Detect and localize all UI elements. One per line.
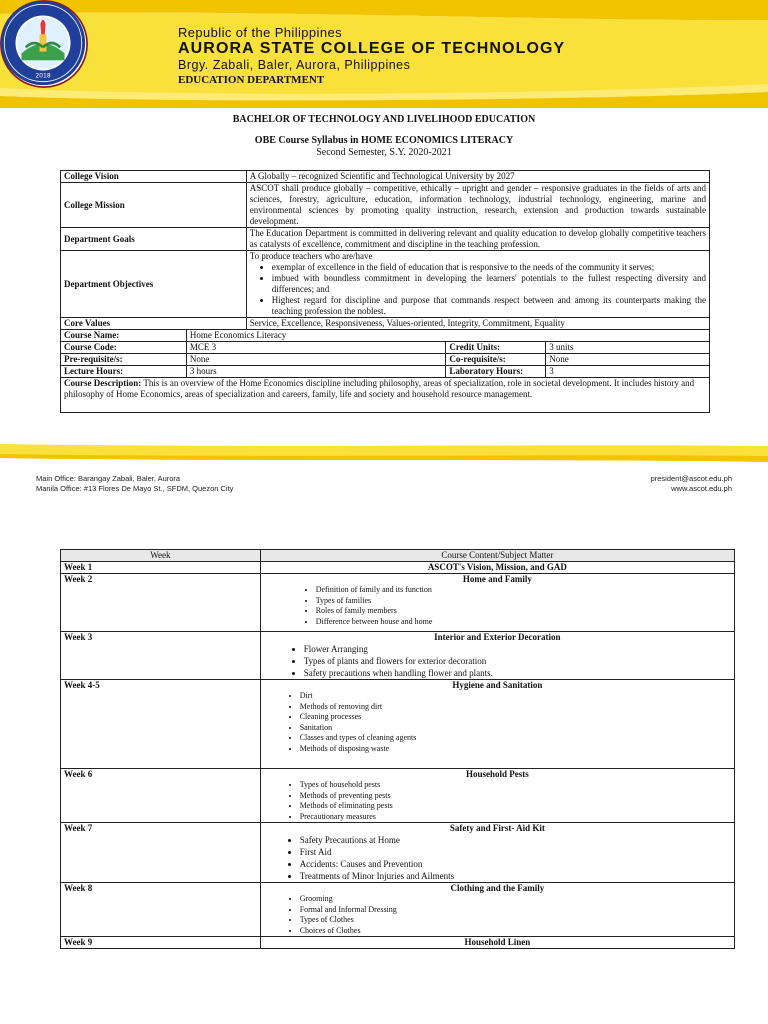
topic-list bbox=[264, 780, 731, 822]
footer-band bbox=[0, 444, 768, 472]
topic-item: • Methods of eliminating pests bbox=[300, 801, 731, 812]
description-text: This is an overview of the Home Economics discipline including philosophy, areas of specialization, role in societal development. It includes history and philosophy of Home Economics, areas of specialization and careers, family, life and society and household resource management. bbox=[64, 378, 695, 399]
program-title: BACHELOR OF TECHNOLOGY AND LIVELIHOOD EDUCATION bbox=[232, 114, 536, 125]
topic-item: • Types of families bbox=[316, 596, 731, 607]
objective-item: • exemplar of excellence in the field of education that is responsive to the needs of the community it serves; bbox=[272, 262, 706, 273]
topic-item: • Grooming bbox=[300, 894, 731, 905]
week-content bbox=[260, 574, 734, 632]
topic-item: • Types of household pests bbox=[300, 780, 731, 791]
week-topic: Household Pests bbox=[465, 769, 529, 779]
week-content bbox=[260, 823, 734, 883]
objectives-label: Department Objectives bbox=[61, 251, 247, 318]
course-code-row bbox=[61, 342, 710, 354]
topic-item: • Cleaning processes bbox=[300, 712, 731, 723]
coreq-label: Co-requisite/s: bbox=[446, 354, 546, 366]
topic-item: • Formal and Informal Dressing bbox=[300, 905, 731, 916]
lecture-hours-label: Lecture Hours: bbox=[61, 366, 187, 378]
weeks-header-row bbox=[61, 550, 735, 562]
vision-label: College Vision bbox=[61, 171, 247, 183]
week-topic: Interior and Exterior Decoration bbox=[434, 632, 561, 642]
goals-label: Department Goals bbox=[61, 228, 247, 251]
week-topic: ASCOT's Vision, Mission, and GAD bbox=[260, 562, 734, 574]
course-name-value: Home Economics Literacy bbox=[186, 330, 709, 342]
week-content bbox=[260, 883, 734, 937]
objectives-row bbox=[61, 251, 710, 318]
week-label: Week 3 bbox=[61, 632, 261, 680]
website-link[interactable]: www.ascot.edu.ph bbox=[671, 484, 732, 493]
prereq-row bbox=[61, 354, 710, 366]
week-topic: Home and Family bbox=[462, 574, 532, 584]
topic-item: • Dirt bbox=[300, 691, 731, 702]
goals-text: The Education Department is committed in delivering relevant and quality education to develop globally competitive teachers as catalysts of excellence, commitment and discipline in the teaching profession. bbox=[246, 228, 709, 251]
topic-list bbox=[264, 585, 731, 627]
mission-text: ASCOT shall produce globally – competitive, ethically – upright and gender – responsive graduates in the fields of arts and sciences, forestry, agriculture, education, information technology, industrial technology, engineering, marine and environmental sciences by promoting quality instruction, research, extension and production towards sustainable development. bbox=[246, 183, 709, 228]
right-seal-year: 2018 bbox=[35, 72, 51, 80]
hours-row bbox=[61, 366, 710, 378]
topic-list bbox=[264, 834, 731, 882]
college-header bbox=[178, 25, 565, 86]
topic-item: • Safety Precautions at Home bbox=[300, 834, 731, 846]
manila-office: Manila Office: #13 Flores De Mayo St., SFDM, Quezon City bbox=[36, 484, 234, 493]
week-label: Week 4-5 bbox=[61, 680, 261, 769]
week-topic: Safety and First- Aid Kit bbox=[449, 823, 545, 833]
topic-item: • Roles of family members bbox=[316, 606, 731, 617]
week-row bbox=[61, 562, 735, 574]
week-row bbox=[61, 632, 735, 680]
description-row bbox=[61, 378, 710, 413]
course-name-label: Course Name: bbox=[61, 330, 187, 342]
week-label: Week 6 bbox=[61, 769, 261, 823]
syllabus-title: OBE Course Syllabus in HOME ECONOMICS LITERACY bbox=[254, 135, 514, 146]
topic-item: • Treatments of Minor Injuries and Ailments bbox=[300, 870, 731, 882]
week-label: Week 7 bbox=[61, 823, 261, 883]
topic-item: • Methods of disposing waste bbox=[300, 744, 731, 755]
objectives-list bbox=[250, 262, 706, 317]
week-content bbox=[260, 769, 734, 823]
topic-list bbox=[264, 894, 731, 936]
topic-item: • Definition of family and its function bbox=[316, 585, 731, 596]
topic-item: • Difference between house and home bbox=[316, 617, 731, 628]
weekly-content-table bbox=[60, 549, 735, 949]
core-values-text: Service, Excellence, Responsiveness, Values-oriented, Integrity, Commitment, Equality bbox=[246, 318, 709, 330]
week-topic: Hygiene and Sanitation bbox=[452, 680, 543, 690]
week-content bbox=[260, 632, 734, 680]
topic-item: • First Aid bbox=[300, 846, 731, 858]
week-topic: Clothing and the Family bbox=[450, 883, 545, 893]
credit-units-label: Credit Units: bbox=[446, 342, 546, 354]
objectives-intro: To produce teachers who are/have bbox=[249, 251, 373, 261]
topic-item: • Types of Clothes bbox=[300, 915, 731, 926]
republic-line: Republic of the Philippines bbox=[178, 25, 343, 40]
topic-item: • Classes and types of cleaning agents bbox=[300, 733, 731, 744]
objective-item: • Highest regard for discipline and purpose that commands respect between and among its counterparts making the teaching profession the noblest. bbox=[272, 295, 706, 317]
topic-item: • Safety precautions when handling flower and plants. bbox=[304, 667, 731, 679]
topic-item: • Choices of Clothes bbox=[300, 926, 731, 937]
topic-item: • Methods of removing dirt bbox=[300, 702, 731, 713]
topic-item: • Precautionary measures bbox=[300, 812, 731, 823]
topic-item: • Methods of preventing pests bbox=[300, 791, 731, 802]
topic-item: • Flower Arranging bbox=[304, 643, 731, 655]
week-row bbox=[61, 680, 735, 769]
footer-contacts bbox=[651, 474, 732, 494]
course-name-row bbox=[61, 330, 710, 342]
content-column-header: Course Content/Subject Matter bbox=[260, 550, 734, 562]
email-link[interactable]: president@ascot.edu.ph bbox=[650, 474, 732, 483]
week-row bbox=[61, 823, 735, 883]
objectives-cell bbox=[246, 251, 709, 318]
week-row bbox=[61, 883, 735, 937]
week-topic: Household Linen bbox=[260, 937, 734, 949]
vision-text: A Globally – recognized Scientific and Technological University by 2027 bbox=[246, 171, 709, 183]
course-info-table bbox=[60, 170, 710, 413]
lab-hours-value: 3 bbox=[546, 366, 710, 378]
credit-units-value: 3 units bbox=[546, 342, 710, 354]
mission-label: College Mission bbox=[61, 183, 247, 228]
semester-line: Second Semester, S.Y. 2020-2021 bbox=[316, 147, 452, 158]
week-row bbox=[61, 574, 735, 632]
topic-list bbox=[264, 643, 731, 679]
vision-row bbox=[61, 171, 710, 183]
week-row bbox=[61, 937, 735, 949]
department-name: EDUCATION DEPARTMENT bbox=[178, 74, 325, 86]
topic-item: • Accidents: Causes and Prevention bbox=[300, 858, 731, 870]
week-label: Week 8 bbox=[61, 883, 261, 937]
footer-offices bbox=[36, 474, 233, 494]
week-label: Week 2 bbox=[61, 574, 261, 632]
lab-hours-label: Laboratory Hours: bbox=[446, 366, 546, 378]
goals-row bbox=[61, 228, 710, 251]
college-name: AURORA STATE COLLEGE OF TECHNOLOGY bbox=[178, 40, 566, 57]
core-values-row bbox=[61, 318, 710, 330]
main-office: Main Office: Barangay Zabali, Baler, Aurora bbox=[36, 474, 181, 483]
objective-item: • imbued with boundless commitment in developing the learners' potentials to the fullest respecting diversity and differences; and bbox=[272, 273, 706, 295]
topic-item: • Sanitation bbox=[300, 723, 731, 734]
week-content bbox=[260, 680, 734, 769]
week-label: Week 9 bbox=[61, 937, 261, 949]
prereq-label: Pre-requisite/s: bbox=[61, 354, 187, 366]
week-label: Week 1 bbox=[61, 562, 261, 574]
course-code-label: Course Code: bbox=[61, 342, 187, 354]
core-values-label: Core Values bbox=[61, 318, 247, 330]
week-row bbox=[61, 769, 735, 823]
coreq-value: None bbox=[546, 354, 710, 366]
college-address: Brgy. Zabali, Baler, Aurora, Philippines bbox=[178, 58, 411, 72]
prereq-value: None bbox=[186, 354, 446, 366]
topic-list bbox=[264, 691, 731, 754]
description-label: Course Description: bbox=[64, 378, 142, 388]
department-seal bbox=[0, 0, 86, 86]
topic-item: • Types of plants and flowers for exterior decoration bbox=[304, 655, 731, 667]
week-column-header: Week bbox=[61, 550, 261, 562]
lecture-hours-value: 3 hours bbox=[186, 366, 446, 378]
mission-row bbox=[61, 183, 710, 228]
header-band bbox=[0, 0, 768, 108]
course-code-value: MCE 3 bbox=[186, 342, 446, 354]
course-description bbox=[61, 378, 710, 413]
